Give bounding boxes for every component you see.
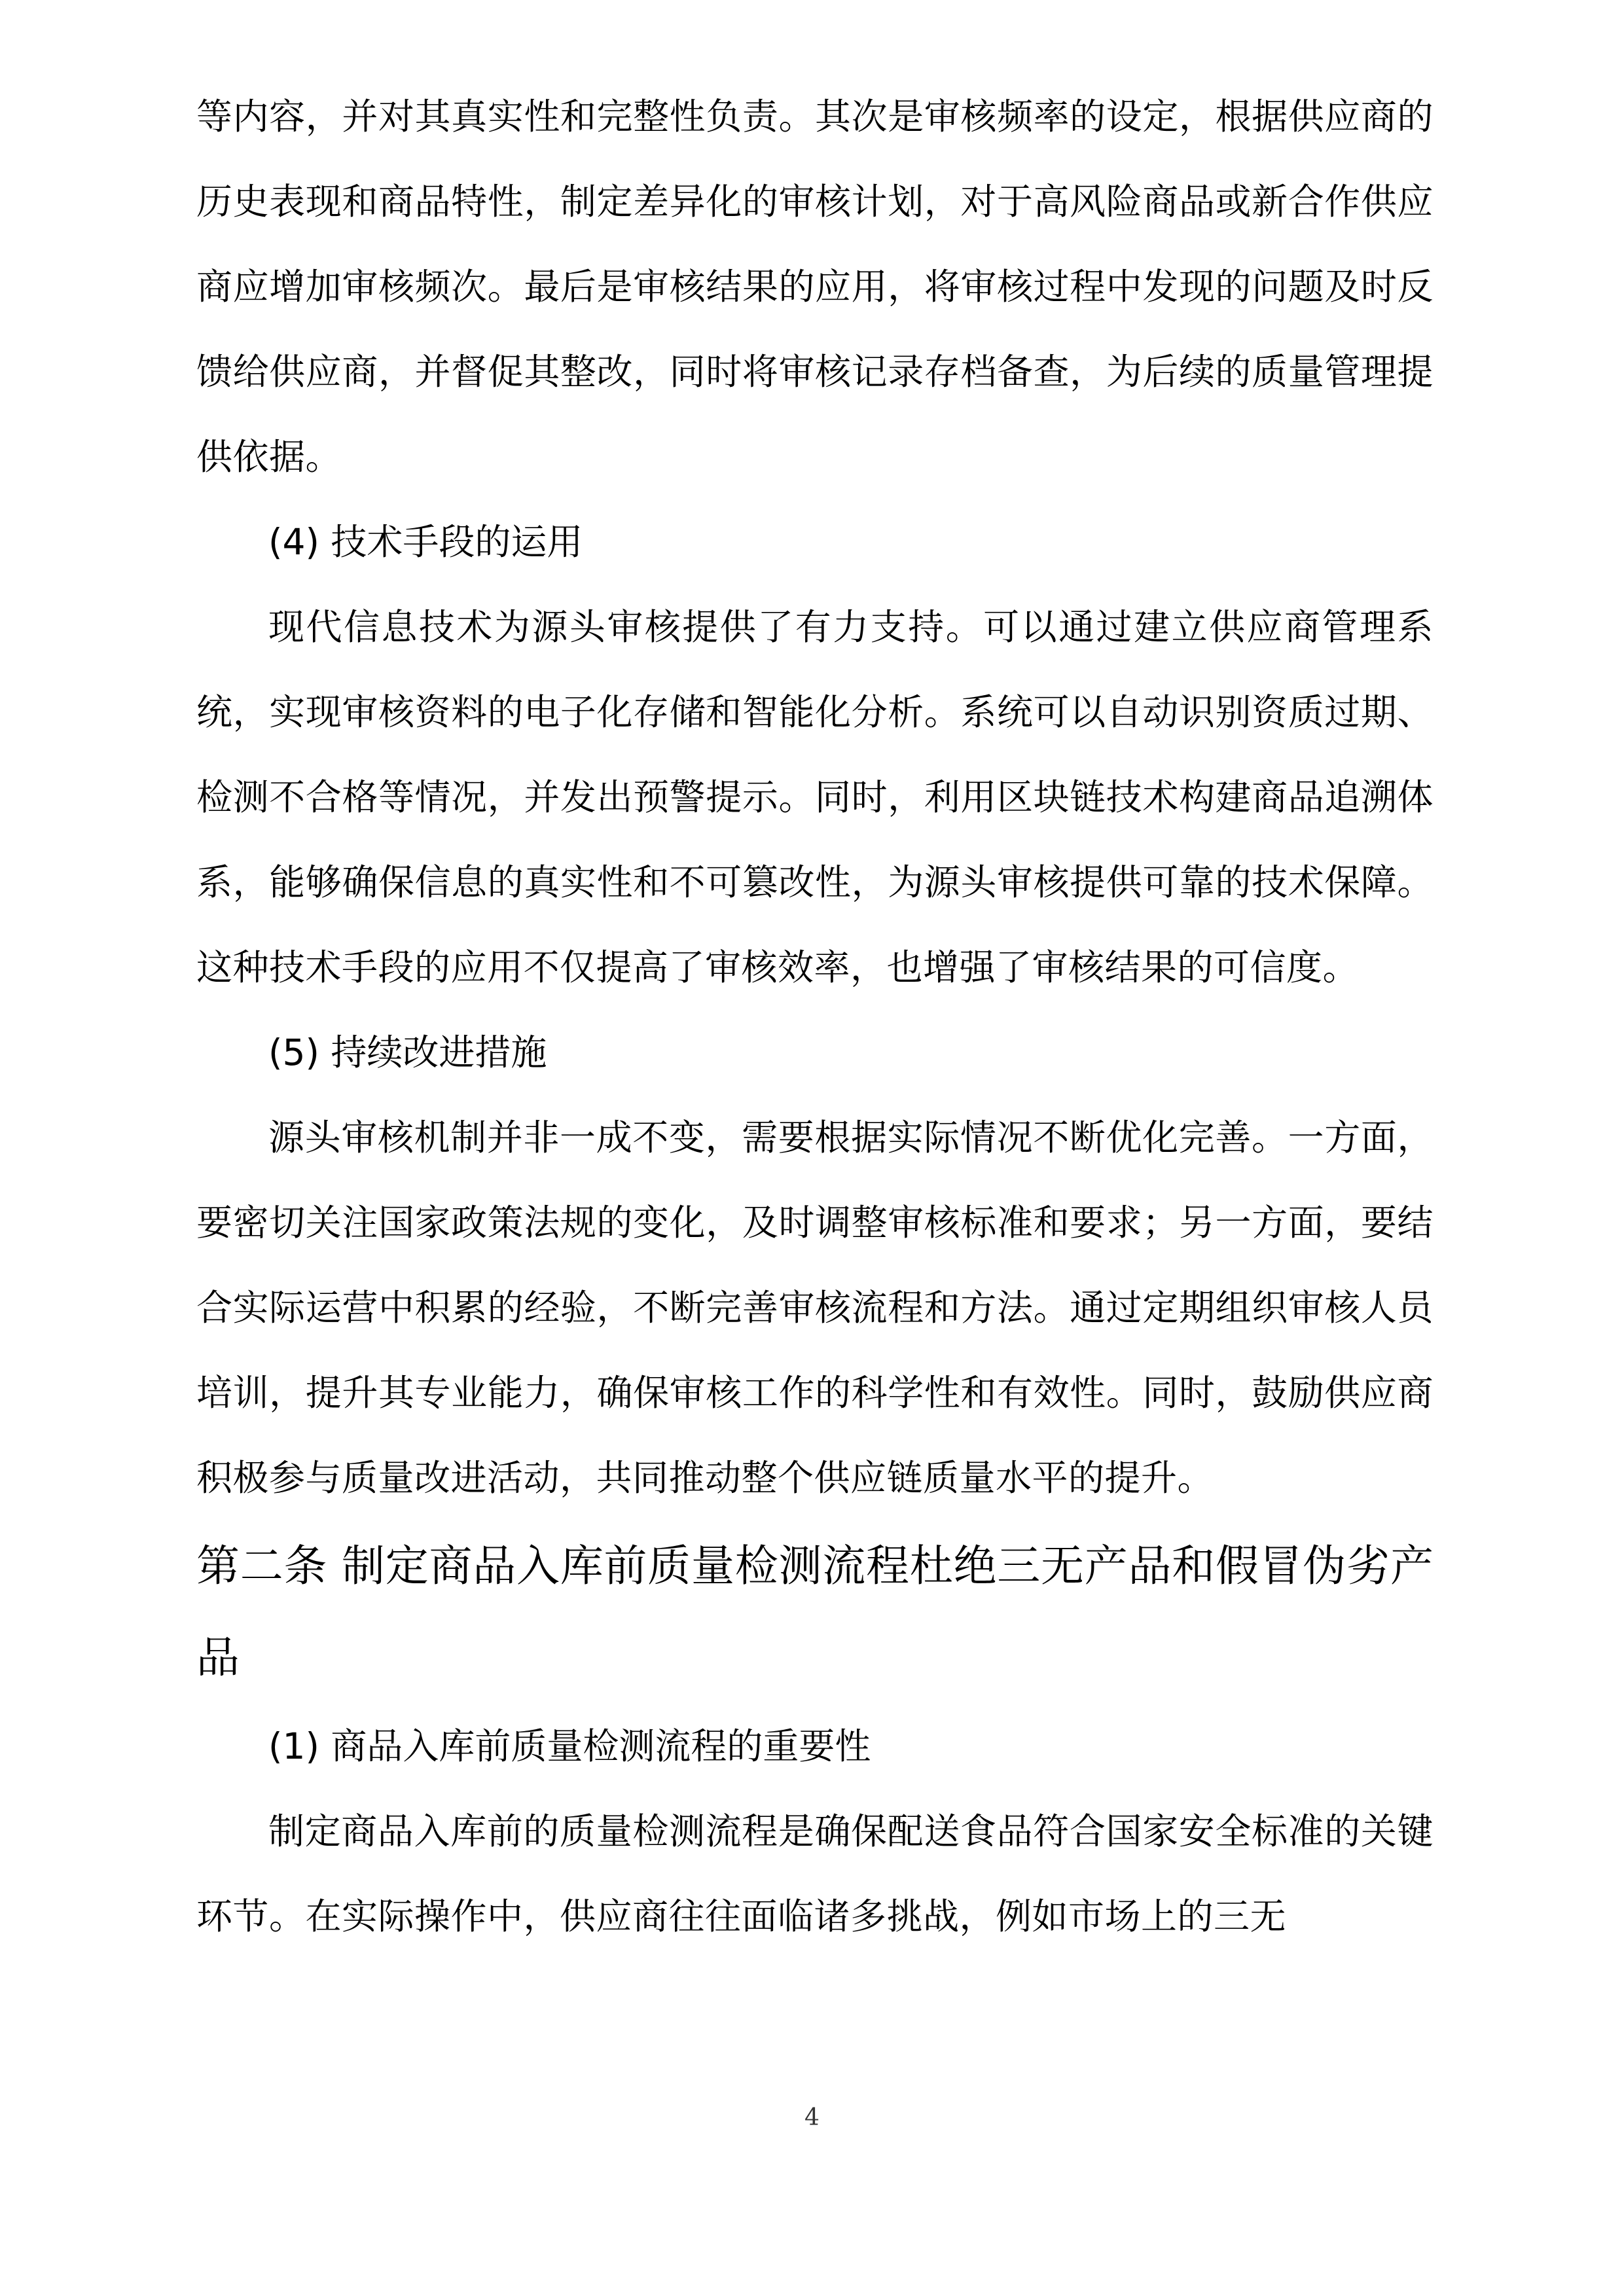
paragraph-continued: 等内容，并对其真实性和完整性负责。其次是审核频率的设定，根据供应商的历史表现和商品特性，制定差异化的审核计划，对于高风险商品或新合作供应商应增加审核频次。最后是审核结果的应用，将审核过程中发现的问题及时反馈给供应商，并督促其整改，同时将审核记录存档备查，为后续的质量管理提供依据。 bbox=[196, 96, 1434, 478]
paragraph-improvement: 源头审核机制并非一成不变，需要根据实际情况不断优化完善。一方面，要密切关注国家政策法规的变化，及时调整审核标准和要求；另一方面，要结合实际运营中积累的经验，不断完善审核流程和方法。通过定期组织审核人员培训，提升其专业能力，确保审核工作的科学性和有效性。同时，鼓励供应商积极参与质量改进活动，共同推动整个供应链质量水平的提升。 bbox=[196, 1117, 1434, 1499]
paragraph-technology: 现代信息技术为源头审核提供了有力支持。可以通过建立供应商管理系统，实现审核资料的电子化存储和智能化分析。系统可以自动识别资质过期、检测不合格等情况，并发出预警提示。同时，利用区块链技术构建商品追溯体系，能够确保信息的真实性和不可篡改性，为源头审核提供可靠的技术保障。这种技术手段的应用不仅提高了审核效率，也增强了审核结果的可信度。 bbox=[196, 606, 1434, 988]
subsection-heading-1: (1) 商品入库前质量检测流程的重要性 bbox=[268, 1725, 871, 1767]
subsection-heading-4: (4) 技术手段的运用 bbox=[268, 521, 583, 563]
subsection-heading-5: (5) 持续改进措施 bbox=[268, 1031, 547, 1073]
page-number: 4 bbox=[804, 2104, 820, 2131]
paragraph-inspection: 制定商品入库前的质量检测流程是确保配送食品符合国家安全标准的关键环节。在实际操作中，供应商往往面临诸多挑战，例如市场上的三无 bbox=[196, 1810, 1434, 1937]
article-heading-2: 第二条 制定商品入库前质量检测流程杜绝三无产品和假冒伪劣产品 bbox=[196, 1541, 1434, 1683]
document-page bbox=[196, 0, 1434, 1959]
